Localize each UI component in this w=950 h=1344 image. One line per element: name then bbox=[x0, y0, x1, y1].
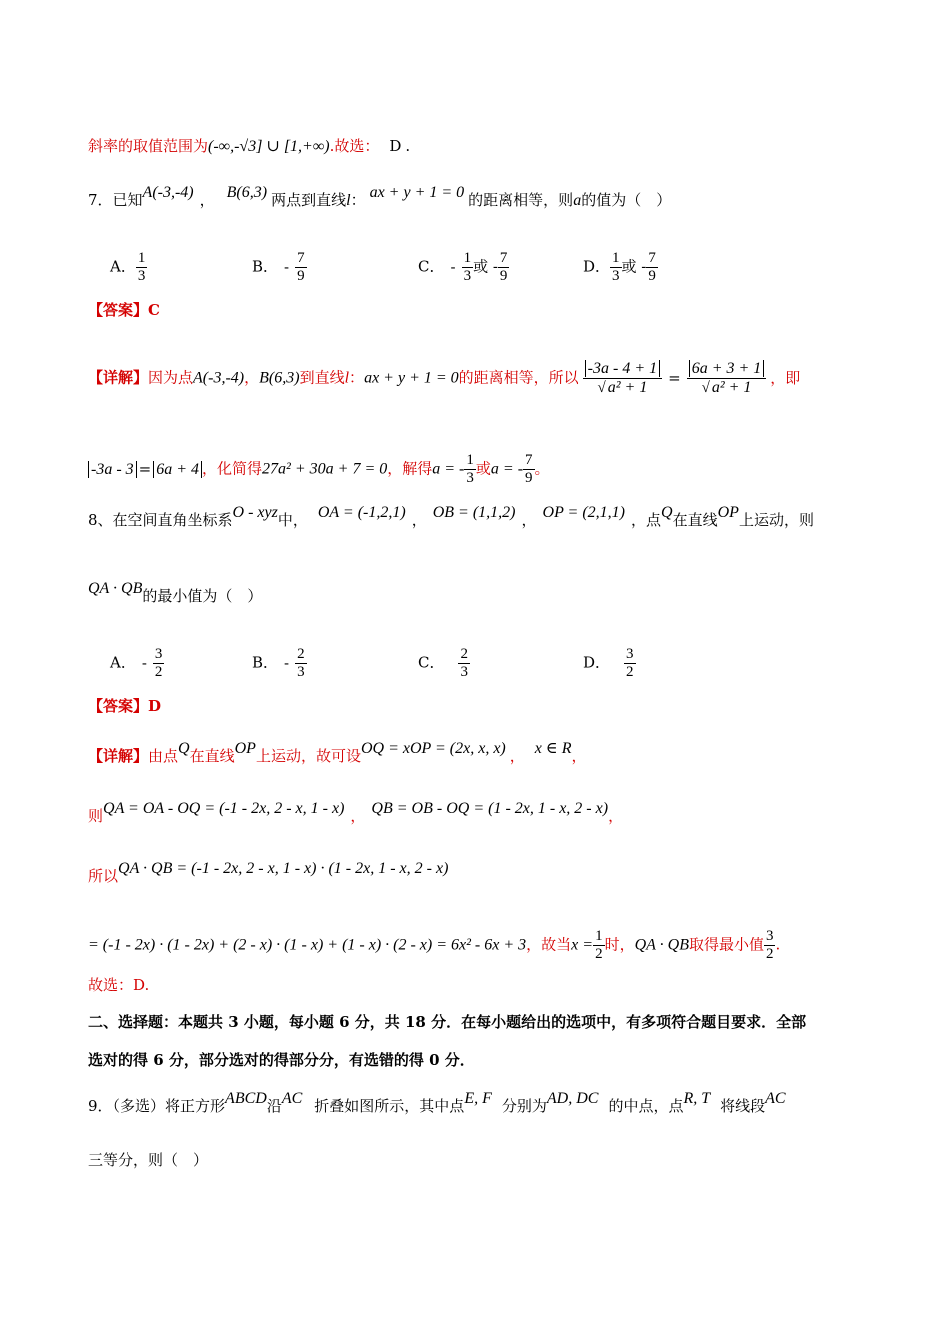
q7-number: 7．已知 bbox=[88, 191, 143, 209]
q7-distance-fraction-1: $\frac{-3a - 4 + 1}{\text{√ a² + 1}}$ bbox=[583, 360, 662, 397]
slope-range: (-∞,-√3] ∪ [1,+∞) bbox=[208, 138, 330, 155]
section-2-heading-2: 选对的得 6 分，部分选对的得部分分，有选错的得 0 分． bbox=[88, 1051, 475, 1069]
question-7-stem: 7．已知A(-3,-4) ， B(6,3) 两点到直线l： ax + y + 1 = 0 的距离相等，则a的值为（ ） bbox=[88, 184, 672, 209]
q7-option-c[interactable]: C． - $\frac{1}{3}$ 或 - $\frac{7}{9}$ bbox=[418, 250, 508, 284]
q7-point-b: B(6,3) bbox=[226, 184, 268, 201]
question-9-stem: 9．（多选）将正方形ABCD沿AC 折叠如图所示，其中点E, F 分别为AD, DC 的中点，点R, T 将线段AC bbox=[88, 1090, 786, 1115]
question-8-stem-2: QA · QB的最小值为（ ） bbox=[88, 580, 263, 605]
q7-distance-fraction-2: $\frac{6a + 3 + 1}{\text{√ a² + 1}}$ bbox=[687, 360, 767, 397]
q8-option-b[interactable]: B． - $\frac{2}{3}$ bbox=[252, 646, 305, 680]
q8-option-d[interactable]: D． $\frac{3}{2}$ bbox=[583, 646, 634, 680]
prev-conclusion-line bbox=[88, 136, 410, 157]
q7-option-b[interactable]: B． - $\frac{7}{9}$ bbox=[252, 250, 305, 284]
q8-detail-line-2: 则QA = OA - OQ = (-1 - 2x, 2 - x, 1 - x) ， QB = OB - OQ = (1 - 2x, 1 - x, 2 - x)， bbox=[88, 800, 624, 825]
q7-detail-line-2: -3a - 3 = 6a + 4 ，化简得27a² + 30a + 7 = 0，解得a = - $\frac{1}{3}$ 或a = - $\frac{7}{9}$ 。 bbox=[88, 452, 550, 487]
q8-final: 故选：D. bbox=[88, 976, 150, 994]
q8-option-a[interactable]: A． - $\frac{3}{2}$ bbox=[110, 646, 163, 680]
q7-option-a[interactable]: A． $\frac{1}{3}$ bbox=[110, 250, 146, 284]
section-2-heading-1: 二、选择题：本题共 3 小题，每小题 6 分，共 18 分．在每小题给出的选项中，有多项符合题目要求．全部 bbox=[88, 1013, 807, 1031]
q8-detail-line-3: 所以QA · QB = (-1 - 2x, 2 - x, 1 - x) · (1 - 2x, 1 - x, 2 - x) bbox=[88, 860, 449, 885]
q8-option-c[interactable]: C． $\frac{2}{3}$ bbox=[418, 646, 468, 680]
prev-answer: D bbox=[389, 137, 402, 155]
q7-line-equation: ax + y + 1 = 0 bbox=[369, 184, 465, 201]
prev-dot: . bbox=[405, 137, 411, 155]
question-9-stem-2: 三等分，则（ ） bbox=[88, 1151, 209, 1169]
q7-option-b-fraction: $\frac{7}{9}$ bbox=[297, 250, 305, 284]
prev-tail: .故选： bbox=[329, 137, 380, 155]
q7-option-d[interactable]: D． $\frac{1}{3}$ 或 - $\frac{7}{9}$ bbox=[583, 250, 656, 284]
prev-text: 斜率的取值范围为 bbox=[88, 137, 209, 155]
q7-answer: 【答案】C bbox=[88, 301, 160, 319]
q7-option-a-fraction: $\frac{1}{3}$ bbox=[137, 250, 146, 284]
q8-detail-line-1: 【详解】由点Q在直线OP上运动，故可设OQ = xOP = (2x, x, x) ， x ∈ R， bbox=[88, 740, 587, 765]
question-8-stem: 8、在空间直角坐标系O - xyz中， OA = (-1,2,1) ， OB = (1,1,2) ， OP = (2,1,1) ，点Q在直线OP上运动，则 bbox=[88, 504, 814, 529]
q7-detail-line-1: 【详解】因为点A(-3,-4)，B(6,3)到直线l：ax + y + 1 = 0的距离相等，所以 $\frac{-3a - 4 + 1}{\text{√ a² + 1}}$ = $\frac{6a + 3 + 1}{\text{√ a² + 1}}$ ，即 bbox=[88, 360, 801, 396]
q8-detail-line-4: = (-1 - 2x) · (1 - 2x) + (2 - x) · (1 - x) + (1 - x) · (2 - x) = 6x² - 6x + 3，故当x = $\frac{1}{2}$ 时，QA · QB取得最小值 $\frac{3}{2}$ . bbox=[88, 928, 781, 962]
q8-answer: 【答案】D bbox=[88, 697, 162, 715]
q7-point-a: A(-3,-4) bbox=[142, 184, 194, 201]
q7-quadratic: 27a² + 30a + 7 = 0 bbox=[262, 460, 388, 478]
